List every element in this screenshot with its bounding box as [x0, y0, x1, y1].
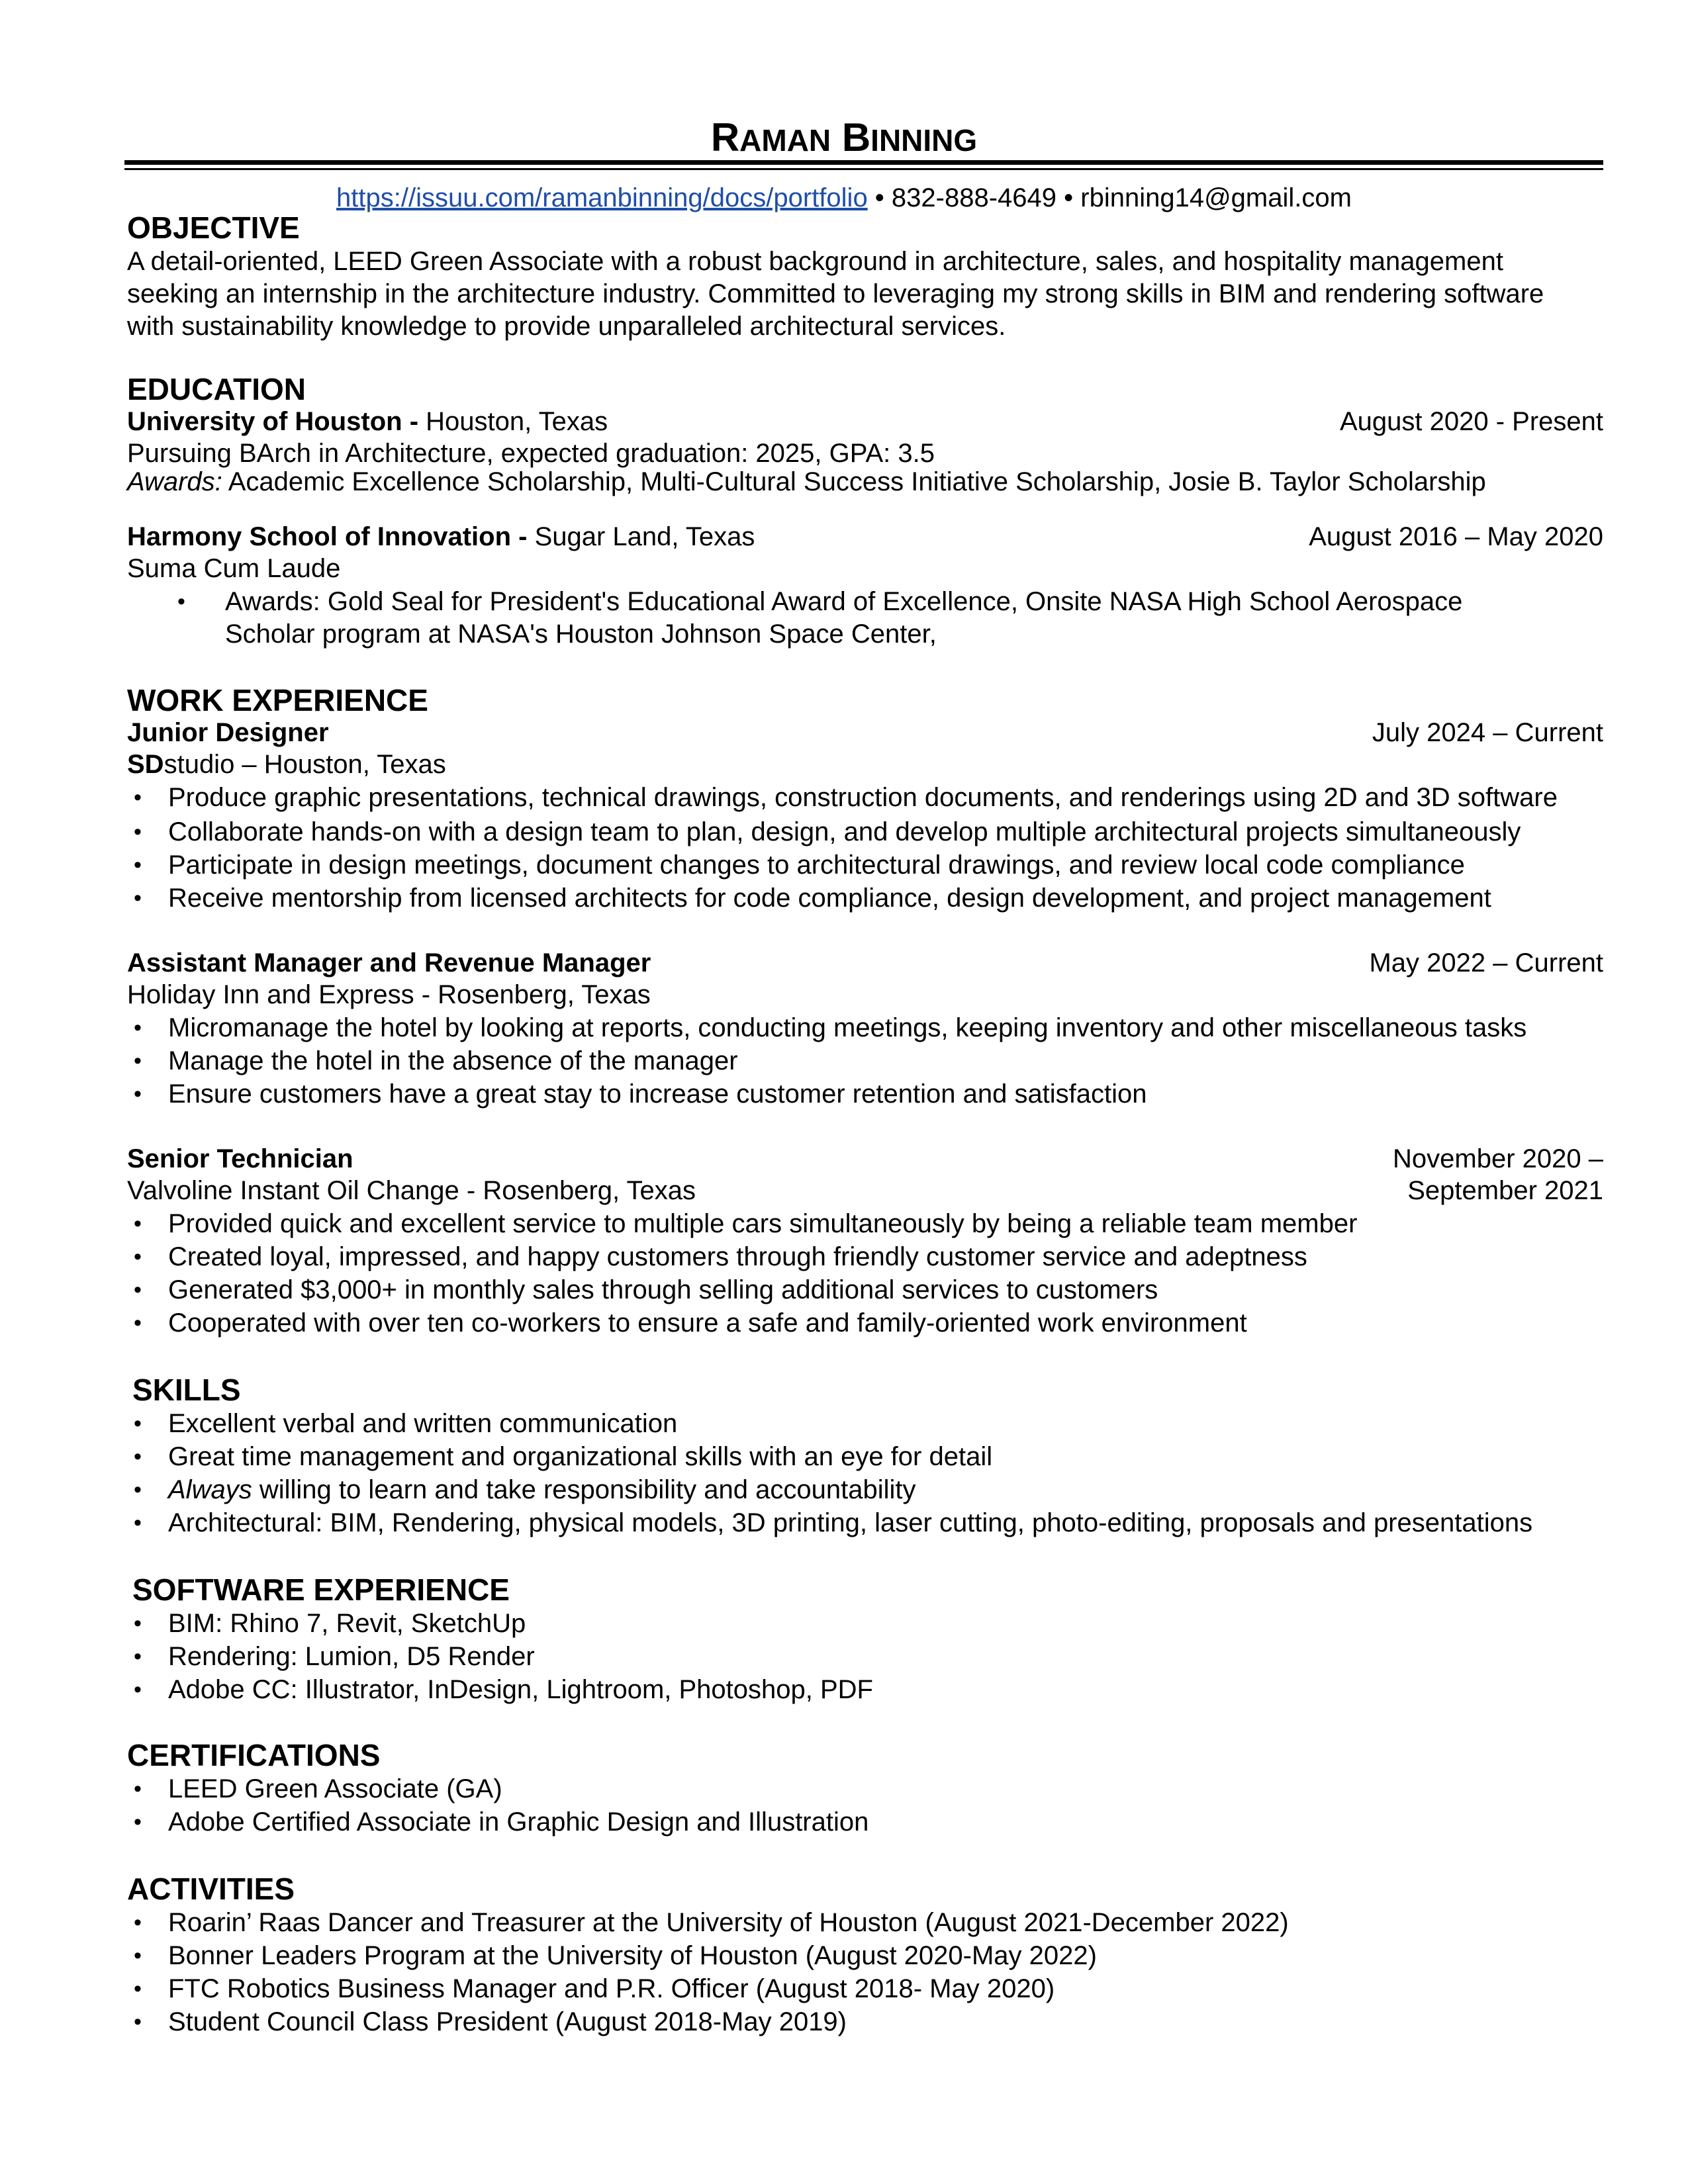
company-bold: SD — [127, 750, 164, 779]
name-last-rest: INNING — [870, 123, 978, 158]
phone: • 832-888-4649 • — [867, 183, 1081, 212]
always-word: Always — [168, 1475, 252, 1504]
job-dates: September 2021 — [1407, 1176, 1603, 1205]
job-company — [127, 748, 446, 781]
list-item: Bonner Leaders Program at the University of Houston (August 2020-May 2022) — [168, 1941, 1097, 1970]
list-item: FTC Robotics Business Manager and P.R. Officer (August 2018- May 2020) — [168, 1974, 1055, 2003]
bullet-icon: • — [134, 1277, 142, 1302]
bullet-icon: • — [134, 1776, 142, 1801]
bullet-icon: • — [134, 1310, 142, 1336]
bullet-icon: • — [134, 1211, 142, 1236]
list-item: Manage the hotel in the absence of the manager — [168, 1046, 738, 1075]
list-item: BIM: Rhino 7, Revit, SketchUp — [168, 1609, 526, 1638]
school-name: Harmony School of Innovation - — [127, 522, 535, 551]
list-item: Collaborate hands-on with a design team to plan, design, and develop multiple architectural projects simultaneously — [168, 817, 1521, 846]
list-item — [168, 1473, 916, 1506]
list-item: Cooperated with over ten co-workers to ensure a safe and family-oriented work environment — [168, 1308, 1247, 1338]
list-item: Student Council Class President (August 2018-May 2019) — [168, 2007, 847, 2036]
bullet-icon: • — [134, 1510, 142, 1535]
education-heading: EDUCATION — [127, 372, 306, 406]
school-uh — [127, 405, 608, 438]
list-item: Adobe Certified Associate in Graphic Design and Illustration — [168, 1807, 869, 1837]
list-item: Excellent verbal and written communication — [168, 1409, 678, 1438]
job-company: Holiday Inn and Express - Rosenberg, Texas — [127, 980, 651, 1009]
bullet-icon: • — [134, 1677, 142, 1702]
bullet-icon: • — [134, 1910, 142, 1935]
list-item: Participate in design meetings, document changes to architectural drawings, and review local code compliance — [168, 850, 1465, 880]
certifications-heading: CERTIFICATIONS — [127, 1738, 381, 1772]
awards-line: Scholar program at NASA's Houston Johnson Space Center, — [225, 619, 937, 649]
job-role: Senior Technician — [127, 1144, 353, 1173]
list-item: Generated $3,000+ in monthly sales through selling additional services to customers — [168, 1275, 1158, 1304]
list-item: Great time management and organizational skills with an eye for detail — [168, 1442, 993, 1471]
awards-line: Awards: Gold Seal for President's Educational Award of Excellence, Onsite NASA High School Aerospace — [225, 587, 1463, 616]
name-first-rest: AMAN — [739, 123, 831, 158]
objective-heading: OBJECTIVE — [127, 210, 300, 245]
list-item: Receive mentorship from licensed architects for code compliance, design development, and project management — [168, 884, 1491, 913]
bullet-icon: • — [134, 819, 142, 844]
bullet-icon: • — [134, 1411, 142, 1436]
name-first-initial: R — [710, 115, 740, 159]
bullet-icon: • — [134, 1611, 142, 1636]
list-item: Micromanage the hotel by looking at reports, conducting meetings, keeping inventory and other miscellaneous tasks — [168, 1013, 1527, 1042]
honor-line: Suma Cum Laude — [127, 554, 341, 583]
school-harmony — [127, 520, 755, 553]
bullet-icon: • — [134, 852, 142, 878]
candidate-name — [0, 114, 1688, 164]
bullet-icon: • — [134, 1444, 142, 1469]
bullet-icon: • — [134, 1244, 142, 1269]
degree-line: Pursuing BArch in Architecture, expected graduation: 2025, GPA: 3.5 — [127, 439, 935, 468]
awards-text: Academic Excellence Scholarship, Multi-Cultural Success Initiative Scholarship, Josie B. Taylor Scholarship — [222, 467, 1486, 496]
bullet-icon: • — [134, 886, 142, 911]
job-company: Valvoline Instant Oil Change - Rosenberg, Texas — [127, 1176, 696, 1205]
list-item: Created loyal, impressed, and happy customers through friendly customer service and adeptness — [168, 1242, 1307, 1271]
school-dates: August 2020 - Present — [1339, 407, 1603, 436]
school-dates: August 2016 – May 2020 — [1309, 522, 1603, 551]
bullet-icon: • — [134, 1644, 142, 1669]
objective-line: with sustainability knowledge to provide unparalleled architectural services. — [127, 312, 1006, 341]
skills-heading: SKILLS — [132, 1373, 241, 1407]
list-item: Roarin’ Raas Dancer and Treasurer at the University of Houston (August 2021-December 2022) — [168, 1908, 1289, 1937]
job-role: Assistant Manager and Revenue Manager — [127, 948, 651, 978]
company-rest: studio – Houston, Texas — [164, 750, 446, 779]
header-rule-thin — [124, 168, 1603, 170]
activities-heading: ACTIVITIES — [127, 1872, 295, 1906]
list-item: LEED Green Associate (GA) — [168, 1774, 502, 1803]
list-item: Ensure customers have a great stay to increase customer retention and satisfaction — [168, 1079, 1147, 1109]
email: rbinning14@gmail.com — [1080, 183, 1352, 212]
portfolio-link[interactable]: https://issuu.com/ramanbinning/docs/portfolio — [336, 183, 868, 212]
header-rule-thick — [124, 160, 1603, 165]
list-item: Rendering: Lumion, D5 Render — [168, 1642, 535, 1671]
bullet-icon: • — [177, 589, 185, 614]
bullet-icon: • — [134, 1015, 142, 1040]
bullet-icon: • — [134, 2009, 142, 2034]
bullet-icon: • — [134, 785, 142, 810]
school-location: Houston, Texas — [426, 407, 608, 436]
name-last-initial: B — [841, 115, 871, 159]
objective-line: seeking an internship in the architecture industry. Committed to leveraging my strong skills in BIM and rendering software — [127, 279, 1544, 308]
list-item: Adobe CC: Illustrator, InDesign, Lightroom, Photoshop, PDF — [168, 1675, 873, 1704]
awards-line — [127, 465, 1486, 498]
work-heading: WORK EXPERIENCE — [127, 683, 428, 717]
list-item: Produce graphic presentations, technical drawings, construction documents, and renderings using 2D and 3D software — [168, 783, 1558, 812]
job-dates: July 2024 – Current — [1372, 718, 1603, 747]
skill-text: willing to learn and take responsibility and accountability — [259, 1475, 916, 1504]
job-dates: November 2020 – — [1393, 1144, 1603, 1173]
job-dates: May 2022 – Current — [1369, 948, 1603, 978]
school-location: Sugar Land, Texas — [534, 522, 755, 551]
awards-label: Awards: — [127, 467, 222, 496]
bullet-icon: • — [134, 1081, 142, 1107]
list-item: Provided quick and excellent service to multiple cars simultaneously by being a reliable team member — [168, 1209, 1358, 1238]
software-heading: SOFTWARE EXPERIENCE — [132, 1572, 510, 1607]
bullet-icon: • — [134, 1048, 142, 1073]
bullet-icon: • — [134, 1943, 142, 1968]
job-role: Junior Designer — [127, 718, 329, 747]
school-name: University of Houston - — [127, 407, 426, 436]
bullet-icon: • — [134, 1809, 142, 1835]
objective-line: A detail-oriented, LEED Green Associate with a robust background in architecture, sales, and hospitality management — [127, 247, 1503, 276]
list-item: Architectural: BIM, Rendering, physical models, 3D printing, laser cutting, photo-editing, proposals and presentations — [168, 1508, 1533, 1537]
bullet-icon: • — [134, 1477, 142, 1502]
bullet-icon: • — [134, 1976, 142, 2001]
